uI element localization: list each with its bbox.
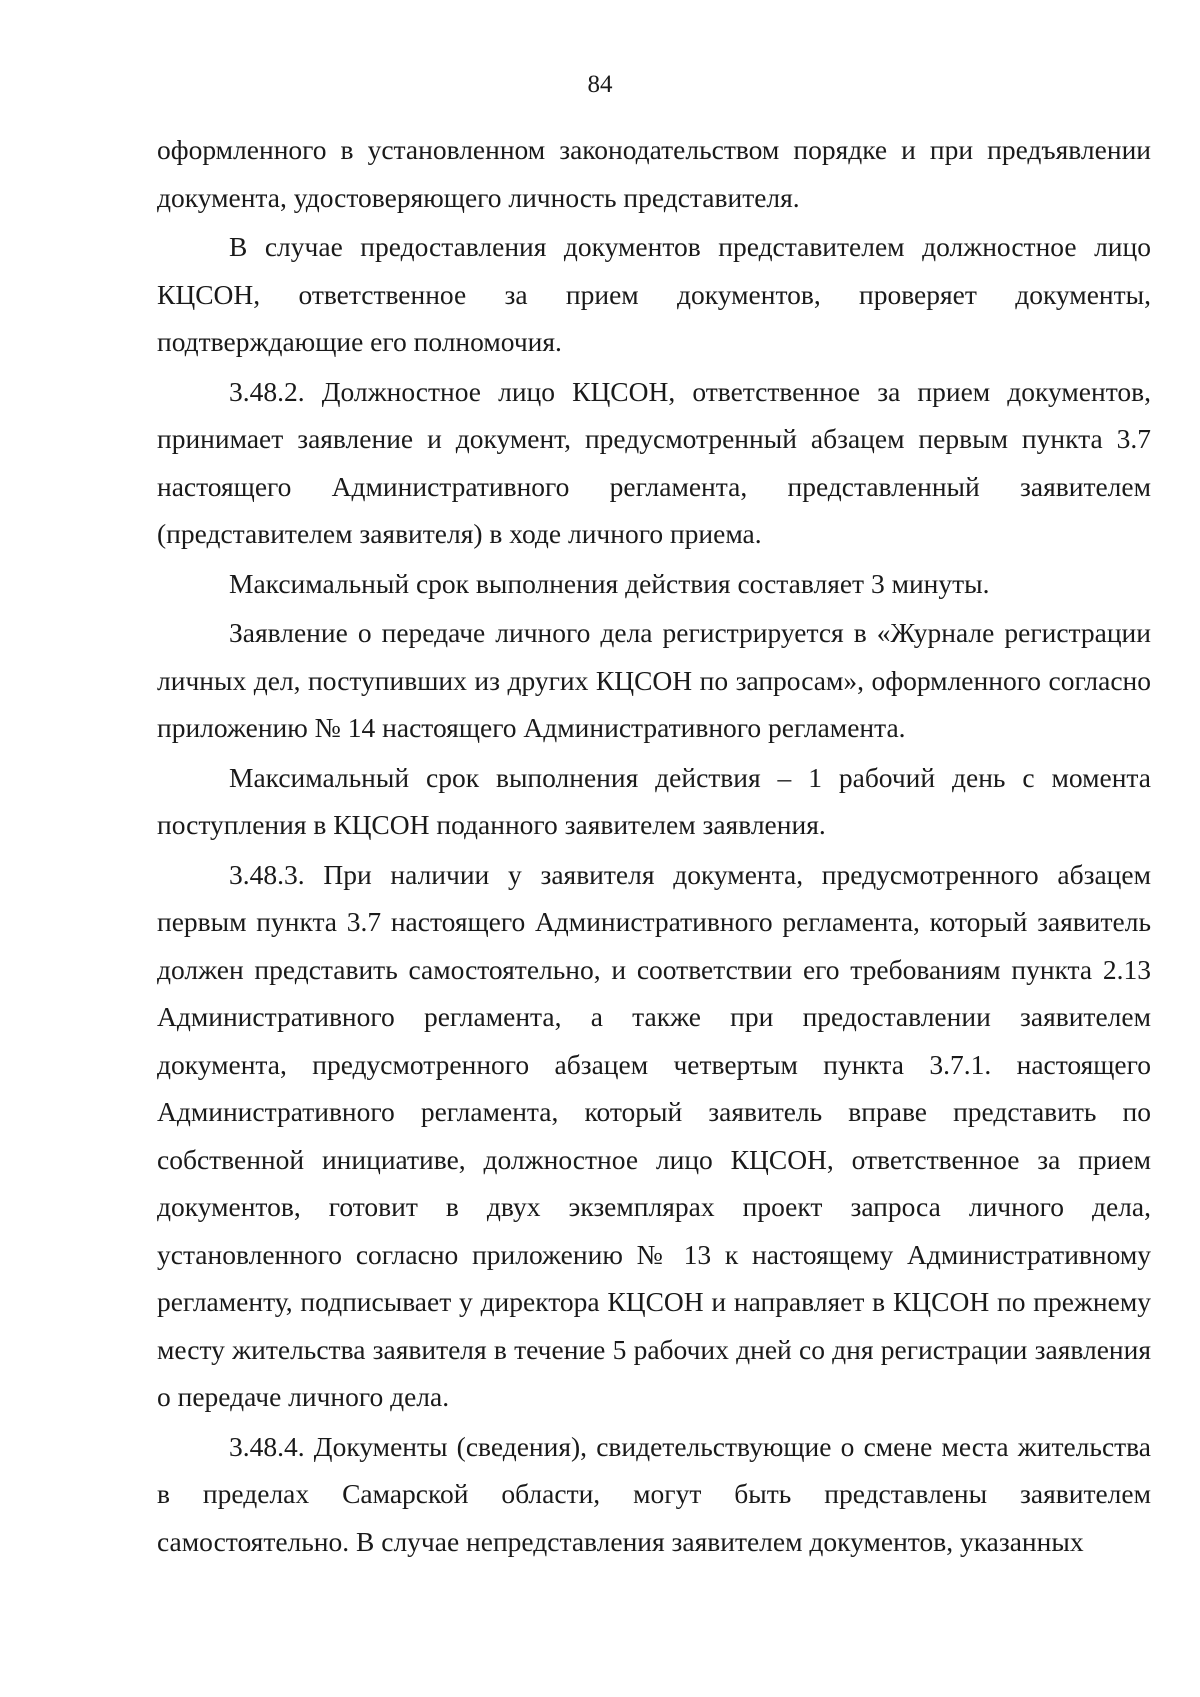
paragraph-3-48-3: 3.48.3. При наличии у заявителя документа, предусмотренного абзацем первым пункта 3.7 настоящего Административного регламента, который заявитель должен представить самостоятельно, и соответствии его требованиям пункта 2.13 Административного регламента, а также при предоставлении заявителем документа, предусмотренного абзацем четвертым пункта 3.7.1. настоящего Административного регламента, который заявитель вправе представить по собственной инициативе, должностное лицо КЦСОН, ответственное за прием документов, готовит в двух экземплярах проект запроса личного дела, установленного согласно приложению № 13 к настоящему Административному регламенту, подписывает у директора КЦСОН и направляет в КЦСОН по прежнему месту жительства заявителя в течение 5 рабочих дней со дня регистрации заявления о передаче личного дела. xyxy=(157,858,1151,1412)
paragraph-max-time-1-day: Максимальный срок выполнения действия – 1 рабочий день с момента поступления в КЦСОН поданного заявителем заявления. xyxy=(157,761,1151,840)
page-number: 84 xyxy=(587,71,613,98)
paragraph-max-time-3-min: Максимальный срок выполнения действия составляет 3 минуты. xyxy=(229,567,990,599)
paragraph-registration: Заявление о передаче личного дела регистрируется в «Журнале регистрации личных дел, поступивших из других КЦСОН по запросам», оформленного согласно приложению № 14 настоящего Административного регламента. xyxy=(157,617,1151,743)
paragraph-representative-check: В случае предоставления документов представителем должностное лицо КЦСОН, ответственное за прием документов, проверяет документы, подтверждающие его полномочия. xyxy=(157,231,1151,357)
paragraph-continuation: оформленного в установленном законодательством порядке и при предъявлении документа, удостоверяющего личность представителя. xyxy=(157,134,1151,213)
paragraph-3-48-2: 3.48.2. Должностное лицо КЦСОН, ответственное за прием документов, принимает заявление и документ, предусмотренный абзацем первым пункта 3.7 настоящего Административного регламента, представленный заявителем (представителем заявителя) в ходе личного приема. xyxy=(157,375,1151,549)
paragraph-3-48-4: 3.48.4. Документы (сведения), свидетельствующие о смене места жительства в пределах Самарской области, могут быть представлены заявителем самостоятельно. В случае непредставления заявителем документов, указанных xyxy=(157,1430,1151,1557)
document-body xyxy=(157,126,1151,1565)
